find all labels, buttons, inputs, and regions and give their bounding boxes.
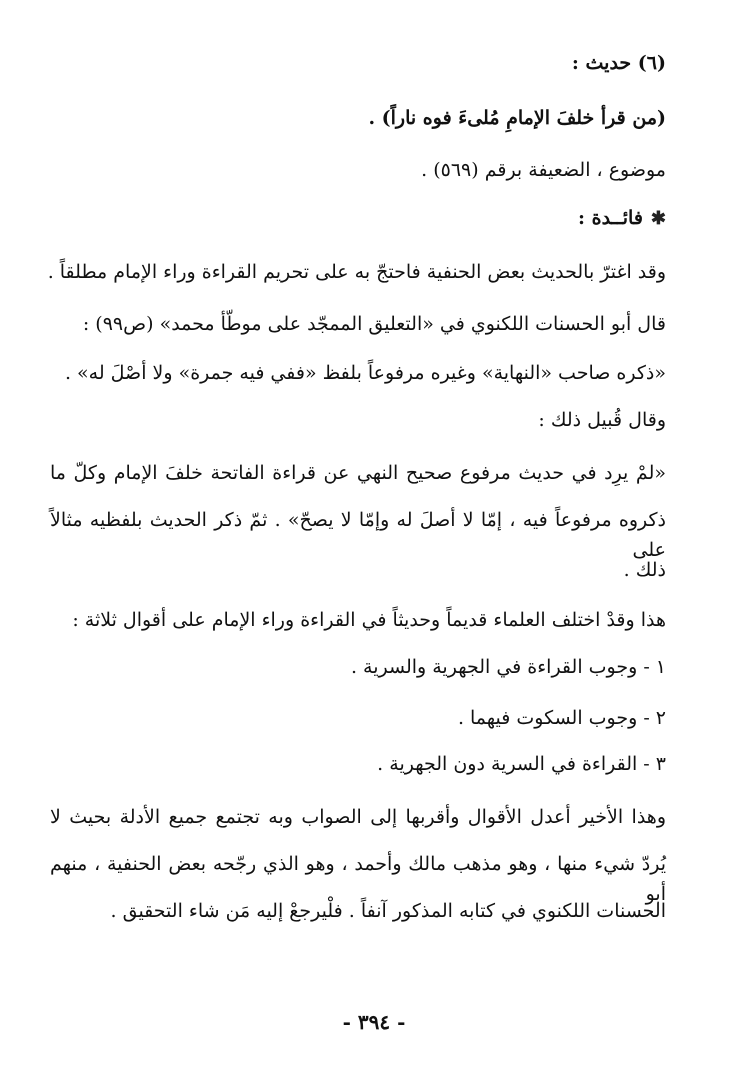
paragraph-line: وهذا الأخير أعدل الأقوال وأقربها إلى الصواب وبه تجتمع جميع الأدلة بحيث لا	[50, 806, 666, 828]
paragraph-line: قال أبو الحسنات اللكنوي في «التعليق الممجّد على موطّأ محمد» (ص٩٩) :	[82, 313, 666, 335]
hadith-text: (من قرأ خلفَ الإمامِ مُلىءَ فوه ناراً) .	[368, 107, 666, 129]
paragraph-line: وقد اغترّ بالحديث بعض الحنفية فاحتجّ به على تحريم القراءة وراء الإمام مطلقاً .	[47, 261, 666, 283]
fawaid-heading	[50, 203, 666, 234]
paragraph-line: هذا وقدْ اختلف العلماء قديماً وحديثاً في القراءة وراء الإمام على أقوال ثلاثة :	[72, 609, 666, 631]
quote-line: «ذكره صاحب «النهاية» وغيره مرفوعاً بلفظ «ففي فيه جمرة» ولا أصْلَ له» .	[64, 362, 666, 384]
list-item: ١ - وجوب القراءة في الجهرية والسرية .	[350, 656, 666, 678]
quote-line: ذلك .	[623, 559, 666, 581]
list-item: ٢ - وجوب السكوت فيهما .	[457, 707, 666, 729]
paragraph-line: وقال قُبيل ذلك :	[538, 409, 666, 431]
paragraph-line: الحسنات اللكنوي في كتابه المذكور آنفاً . فلْيرجعْ إليه مَن شاء التحقيق .	[110, 900, 666, 922]
paragraph-line: يُردّ شيء منها ، وهو مذهب مالك وأحمد ، وهو الذي رجّحه بعض الحنفية ، منهم أبو	[50, 853, 666, 905]
list-item: ٣ - القراءة في السرية دون الجهرية .	[377, 753, 666, 775]
hadith-number-heading: (٦) حديث :	[571, 52, 666, 74]
quote-line: «لمْ يرِد في حديث مرفوع صحيح النهي عن قراءة الفاتحة خلفَ الإمام وكلّ ما	[50, 462, 666, 484]
star-icon: ✱	[650, 208, 666, 229]
quote-line: ذكروه مرفوعاً فيه ، إمّا لا أصلَ له وإمّا لا يصحّ» . ثمّ ذكر الحديث بلفظيه مثالاً على	[50, 509, 666, 561]
hadith-grading: موضوع ، الضعيفة برقم (٥٦٩) .	[421, 159, 666, 181]
fawaid-title: فائــدة :	[578, 207, 643, 229]
page-number: - ٣٩٤ -	[342, 1010, 406, 1034]
